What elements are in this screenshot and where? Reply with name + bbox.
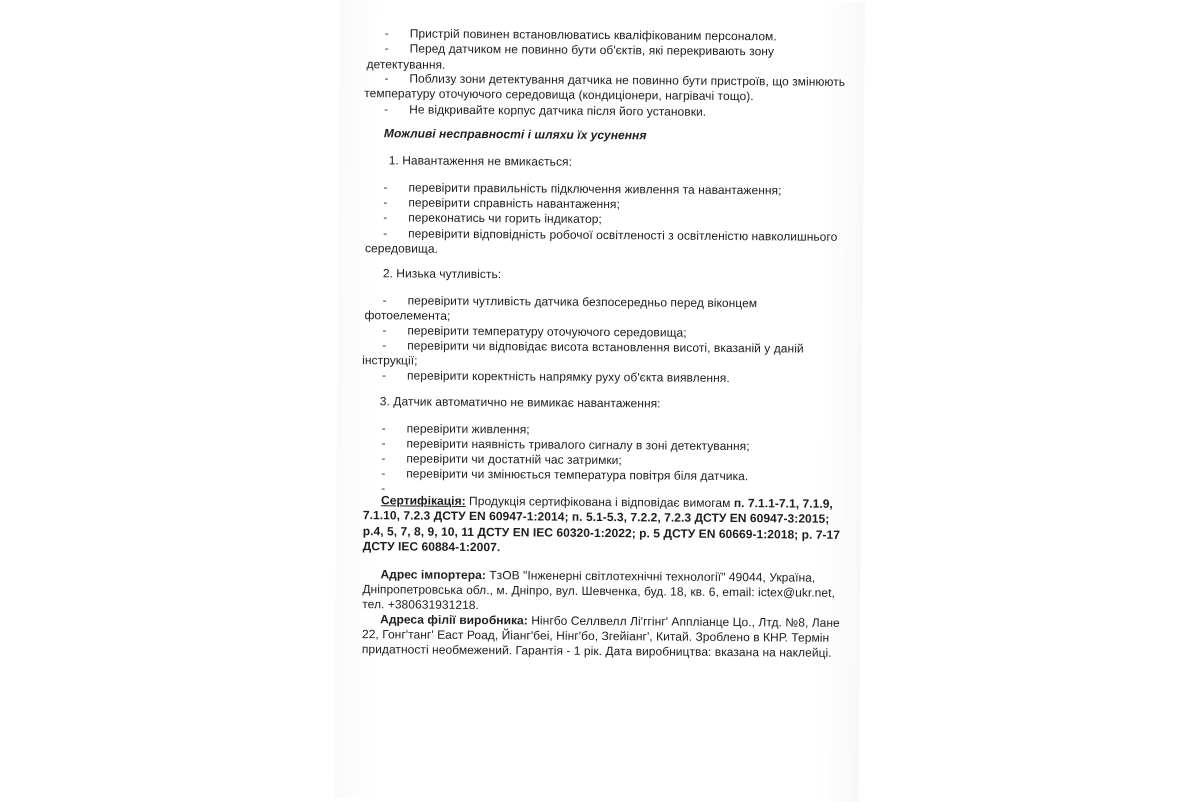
bullet-dash: - bbox=[384, 102, 389, 117]
importer-text: ТзОВ "Інженерні світлотехнічні технології" 49044, Україна, bbox=[485, 568, 816, 585]
bullet-dash: - bbox=[383, 226, 388, 241]
bullet-dash: - bbox=[381, 436, 386, 451]
certification-label: Сертифікація: bbox=[381, 493, 466, 508]
bullet-dash: - bbox=[384, 41, 389, 56]
certification-line-4: ДСТУ IEC 60884-1:2007. bbox=[362, 539, 501, 555]
bullet-dash: - bbox=[381, 481, 386, 496]
bullet-dash: - bbox=[382, 323, 387, 338]
s1-item-3: переконатись чи горить індикатор; bbox=[408, 210, 602, 227]
bullet-dash: - bbox=[384, 71, 389, 86]
intro-line-2: Перед датчиком не повинно бути об'єктів, які перекривають зону bbox=[409, 41, 775, 59]
intro-line-2-cont: детектування. bbox=[366, 57, 446, 72]
s3-item-2: перевірити наявність тривалого сигналу в зоні детектування; bbox=[406, 436, 750, 454]
s2-item-1-cont: фотоелемента; bbox=[364, 308, 451, 323]
bullet-dash: - bbox=[382, 338, 387, 353]
intro-line-4: Не відкривайте корпус датчика після його установки. bbox=[409, 102, 707, 119]
intro-line-1: Пристрій повинен встановлюватись кваліфікованим персоналом. bbox=[409, 26, 777, 44]
importer-line-3: тел. +380631931218. bbox=[362, 597, 479, 613]
manufacturer-text: Нінгбо Селлвелл Лі'ггінг' Аппліанце Цо., Лтд. №8, Лане bbox=[527, 613, 840, 630]
bullet-dash: - bbox=[381, 451, 386, 466]
manufacturer-line-3: придатності необмежений. Гарантія - 1 рік. Дата виробництва: вказана на наклейці. bbox=[361, 642, 832, 660]
intro-line-3-cont: температуру оточуючого середовища (кондиціонери, нагрівачі тощо). bbox=[364, 86, 754, 104]
section-3-title: 3. Датчик автоматично не вимикає навантаження: bbox=[379, 394, 661, 411]
troubleshooting-heading: Можливі несправності і шляхи їх усунення bbox=[383, 126, 647, 143]
s3-item-1: перевірити живлення; bbox=[406, 421, 530, 437]
bullet-dash: - bbox=[381, 421, 386, 436]
s2-item-3-cont: інструкції; bbox=[362, 353, 418, 368]
bullet-dash: - bbox=[383, 195, 388, 210]
certification-line-3: р.4, 5, 7, 8, 9, 10, 11 ДСТУ EN IEC 60320-1:2022; р. 5 ДСТУ EN 60669-1:2018; р. 7-17 bbox=[362, 524, 841, 542]
s2-item-2: перевірити температуру оточуючого середовища; bbox=[407, 323, 687, 340]
s1-item-4: перевірити відповідність робочої освітленості з освітленістю навколишнього bbox=[408, 226, 838, 244]
s1-item-4-cont: середовища. bbox=[364, 241, 439, 256]
bullet-dash: - bbox=[381, 368, 387, 383]
manufacturer-label: Адреса філії виробника: bbox=[380, 612, 528, 628]
certification-text-bold: п. 7.1.1-7.1, 7.1.9, bbox=[733, 496, 833, 511]
scanned-document bbox=[334, 0, 865, 802]
bullet-dash: - bbox=[384, 26, 389, 41]
s1-item-1: перевірити правильність підключення живлення та навантаження; bbox=[408, 180, 782, 198]
s3-item-4: перевірити чи змінюється температура повітря біля датчика. bbox=[406, 466, 749, 484]
bullet-dash: - bbox=[381, 466, 386, 481]
certification-line-2: 7.1.10, 7.2.3 ДСТУ EN 60947-1:2014; п. 5.1-5.3, 7.2.2, 7.2.3 ДСТУ EN 60947-3:2015; bbox=[362, 508, 830, 526]
s2-item-1: перевірити чутливість датчика безпосередньо перед віконцем bbox=[407, 293, 758, 311]
manufacturer-line-2: 22, Гонг'танг' Еаст Роад, Йіанг'беі, Нінг'бо, Згейіанг', Китай. Зроблено в КНР. Термін bbox=[361, 627, 830, 645]
s2-item-3: перевірити чи відповідає висота встановлення висоті, вказаній у даній bbox=[407, 338, 804, 356]
section-1-title: 1. Навантаження не вмикається: bbox=[388, 153, 573, 169]
importer-line-2: Дніпропетровська обл., м. Дніпро, вул. Шевченка, буд. 18, кв. 6, email: ictex@ukr.net, bbox=[362, 582, 835, 600]
section-2-title: 2. Низька чутливість: bbox=[382, 266, 502, 282]
s3-item-3: перевірити чи достатній час затримки; bbox=[406, 451, 622, 468]
s2-item-4: перевірити коректність напрямку руху об'єкта виявлення. bbox=[406, 368, 730, 386]
bullet-dash: - bbox=[382, 293, 387, 308]
bullet-dash: - bbox=[383, 210, 388, 225]
importer-label: Адрес імпортера: bbox=[380, 567, 486, 583]
intro-line-3: Поблизу зони детектування датчика не повинно бути пристроїв, що змінюють bbox=[409, 71, 846, 89]
s1-item-2: перевірити справність навантаження; bbox=[408, 195, 620, 212]
bullet-dash: - bbox=[383, 180, 388, 195]
certification-text: Продукція сертифікована і відповідає вимогам bbox=[465, 493, 734, 511]
